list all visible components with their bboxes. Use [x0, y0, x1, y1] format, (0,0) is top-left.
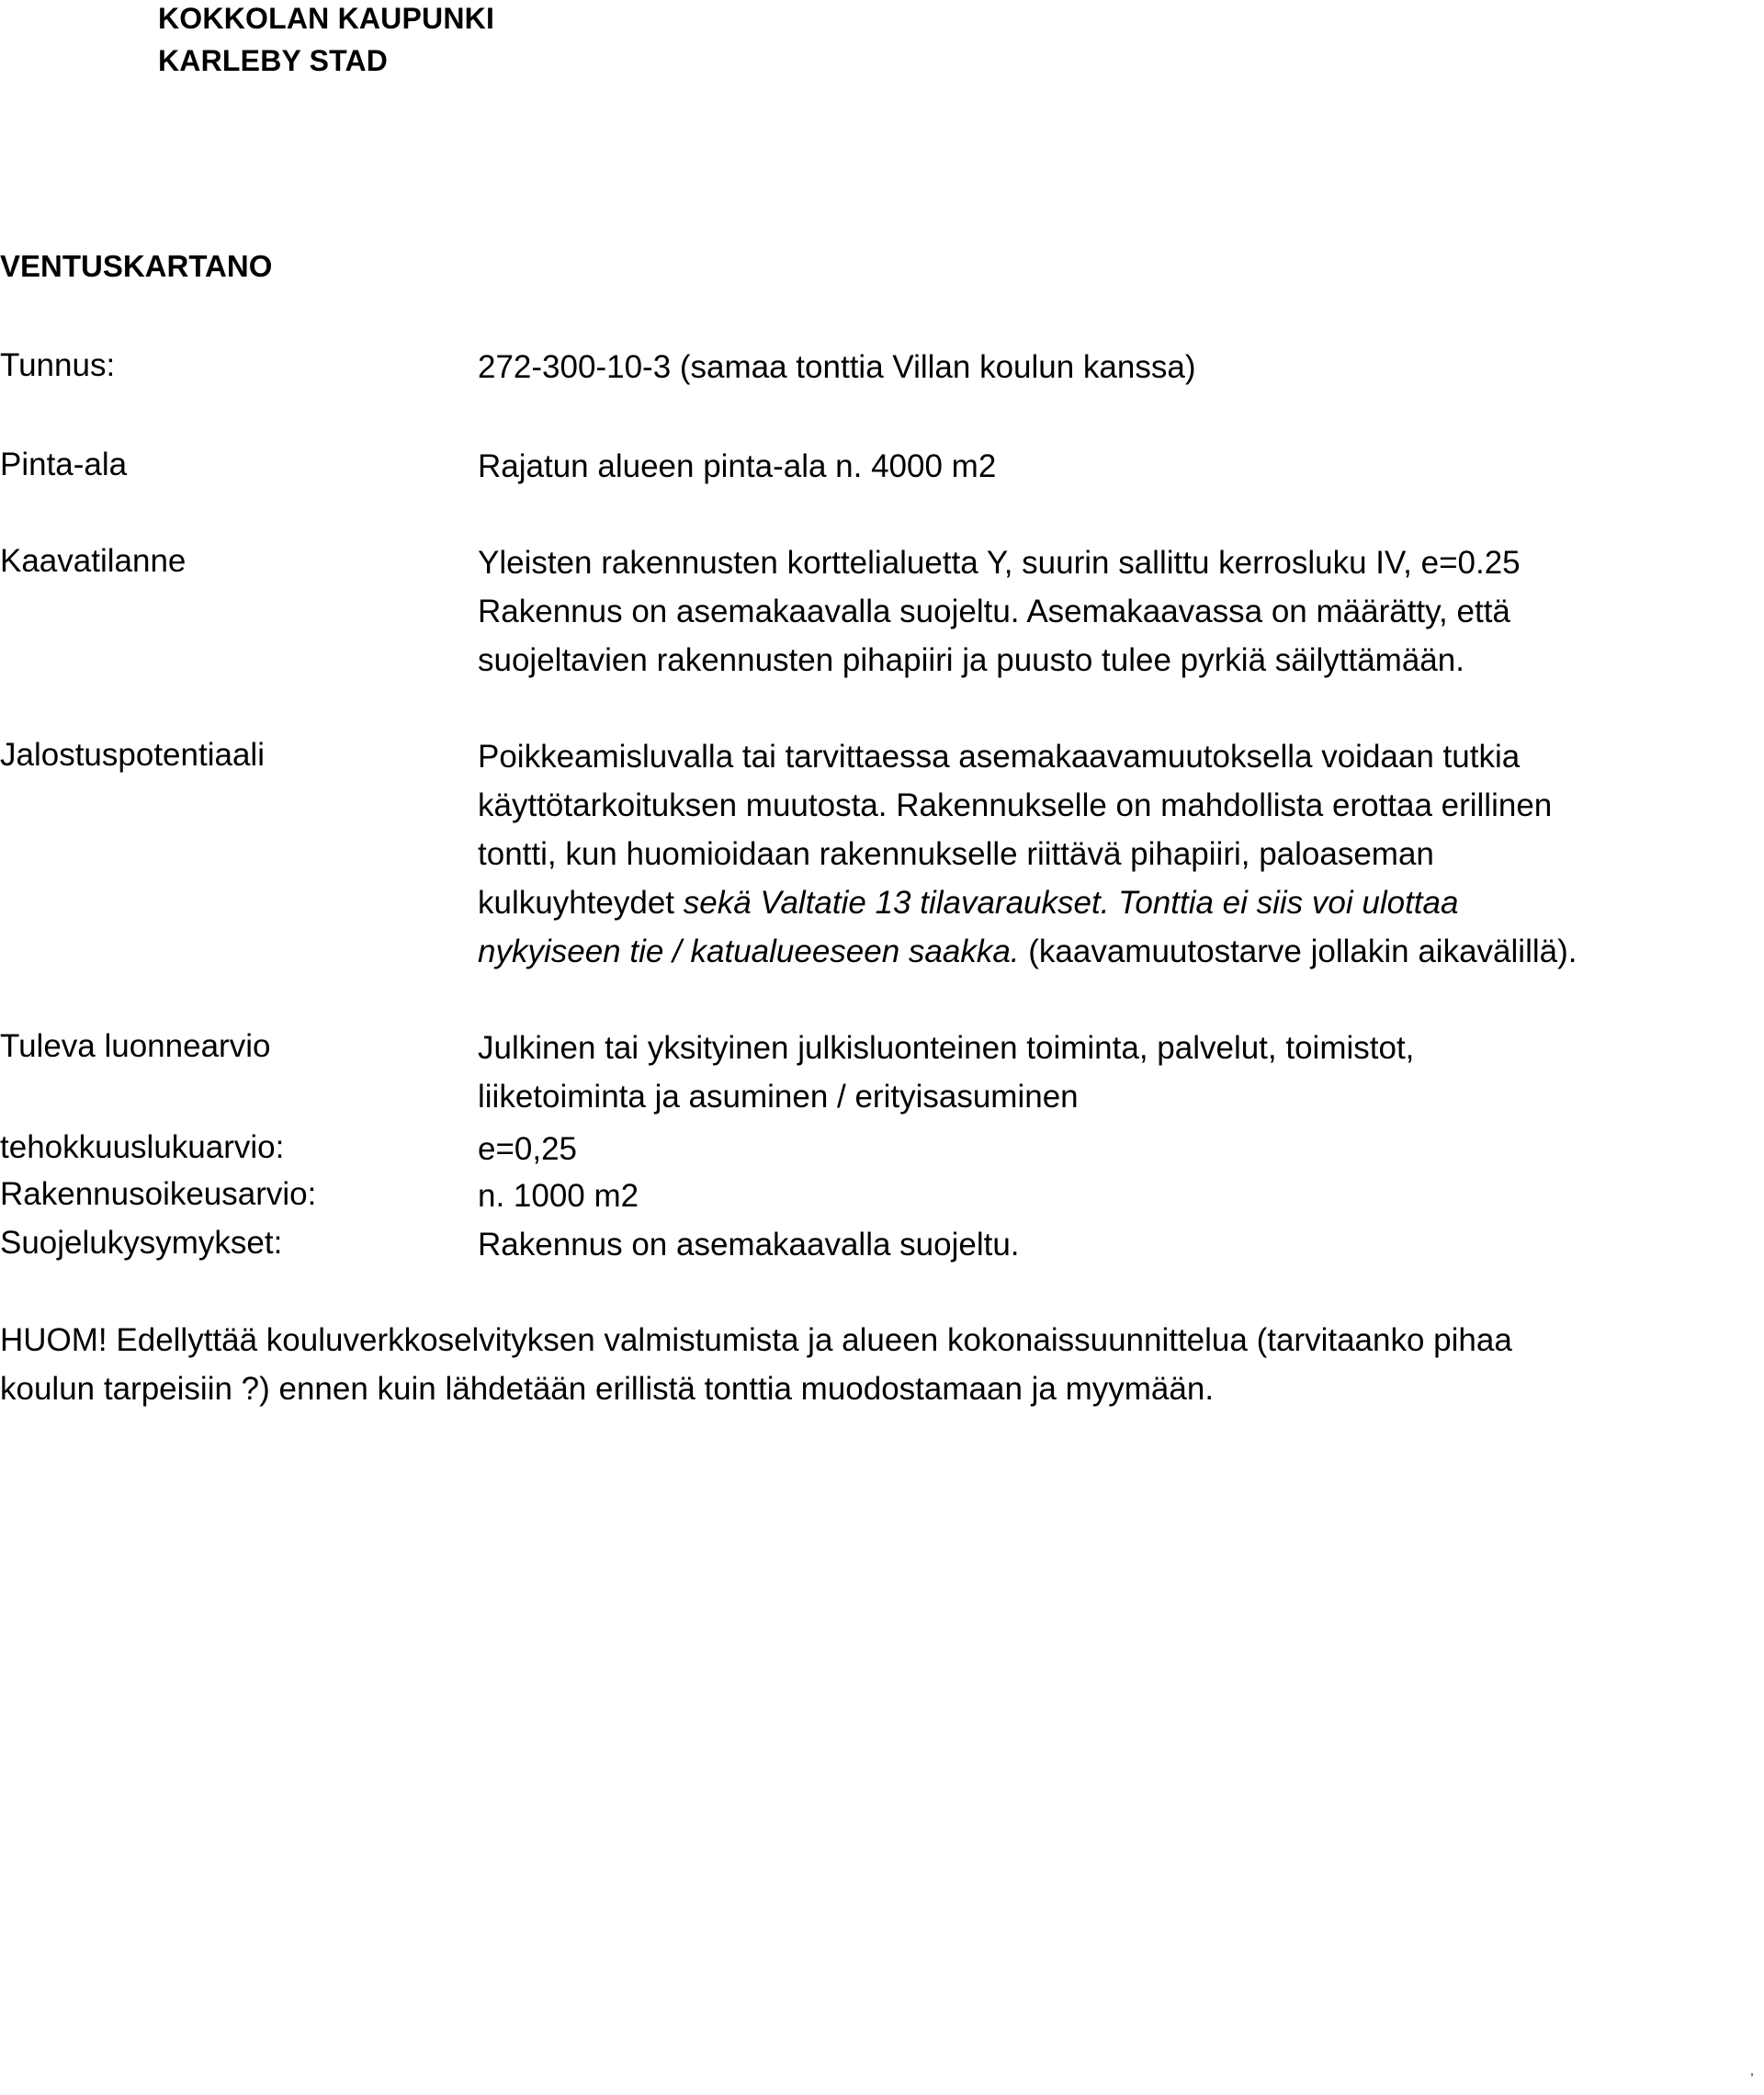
value-suojelukysymykset-text: Rakennus on asemakaavalla suojeltu.: [478, 1227, 1020, 1263]
jalostus-line-3: tontti, kun huomioidaan rakennukselle riittävä pihapiiri, paloaseman: [478, 836, 1434, 872]
label-jalostuspotentiaali: Jalostuspotentiaali: [0, 737, 265, 773]
organization-name-finnish: KOKKOLAN KAUPUNKI: [158, 2, 495, 35]
jalostus-line-5: [478, 927, 1727, 976]
kaavatilanne-line: Rakennus on asemakaavalla suojeltu. Asemakaavassa on määrätty, että: [478, 594, 1510, 629]
label-tunnus: Tunnus:: [0, 347, 116, 383]
value-jalostuspotentiaali: [478, 732, 1727, 976]
value-rakennusoikeusarvio-text: n. 1000 m2: [478, 1178, 639, 1214]
value-suojelukysymykset: [478, 1220, 1727, 1269]
luonnearvio-line: Julkinen tai yksityinen julkisluonteinen toiminta, palvelut, toimistot,: [478, 1030, 1415, 1066]
stray-mark: ,: [1750, 2063, 1754, 2078]
jalostus-line-5-italic: nykyiseen tie / katualueeseen saakka.: [478, 934, 1020, 969]
value-rakennusoikeusarvio: [478, 1172, 1727, 1220]
label-rakennusoikeusarvio: Rakennusoikeusarvio:: [0, 1176, 317, 1212]
value-kaavatilanne: [478, 538, 1727, 685]
value-tehokkuuslukuarvio: [478, 1125, 1727, 1173]
note-paragraph: [0, 1316, 1755, 1413]
organization-name-swedish: KARLEBY STAD: [158, 44, 389, 77]
jalostus-line-2: käyttötarkoituksen muutosta. Rakennukselle on mahdollista erottaa erillinen: [478, 787, 1553, 823]
note-line: koulun tarpeisiin ?) ennen kuin lähdetään erillistä tonttia muodostamaan ja myymään.: [0, 1371, 1215, 1407]
label-tehokkuuslukuarvio: tehokkuuslukuarvio:: [0, 1129, 285, 1165]
kaavatilanne-line: suojeltavien rakennusten pihapiiri ja puusto tulee pyrkiä säilyttämään.: [478, 642, 1464, 678]
jalostus-line-5-normal: (kaavamuutostarve jollakin aikavälillä).: [1019, 934, 1577, 969]
value-pinta-ala-text: Rajatun alueen pinta-ala n. 4000 m2: [478, 448, 997, 484]
label-suojelukysymykset: Suojelukysymykset:: [0, 1225, 283, 1261]
value-pinta-ala: [478, 442, 1727, 491]
value-tunnus-text: 272-300-10-3 (samaa tonttia Villan koulun kanssa): [478, 349, 1196, 385]
document-title: VENTUSKARTANO: [0, 249, 273, 283]
label-kaavatilanne: Kaavatilanne: [0, 543, 187, 579]
jalostus-line-1: Poikkeamisluvalla tai tarvittaessa asemakaavamuutoksella voidaan tutkia: [478, 739, 1521, 775]
label-tuleva-luonnearvio: Tuleva luonnearvio: [0, 1028, 271, 1064]
jalostus-line-4-normal: kulkuyhteydet: [478, 885, 684, 921]
jalostus-line-4: [478, 878, 1727, 927]
value-tuleva-luonnearvio: [478, 1024, 1727, 1121]
value-tunnus: [478, 343, 1727, 391]
kaavatilanne-line: Yleisten rakennusten korttelialuetta Y, suurin sallittu kerrosluku IV, e=0.25: [478, 545, 1521, 581]
jalostus-line-4-italic: sekä Valtatie 13 tilavaraukset. Tonttia ei siis voi ulottaa: [683, 885, 1459, 921]
note-line: HUOM! Edellyttää kouluverkkoselvityksen valmistumista ja alueen kokonaissuunnittelua (tarvitaanko pihaa: [0, 1322, 1512, 1358]
value-tehokkuuslukuarvio-text: e=0,25: [478, 1131, 578, 1167]
luonnearvio-line: liiketoiminta ja asuminen / erityisasuminen: [478, 1079, 1079, 1115]
label-pinta-ala: Pinta-ala: [0, 447, 128, 482]
